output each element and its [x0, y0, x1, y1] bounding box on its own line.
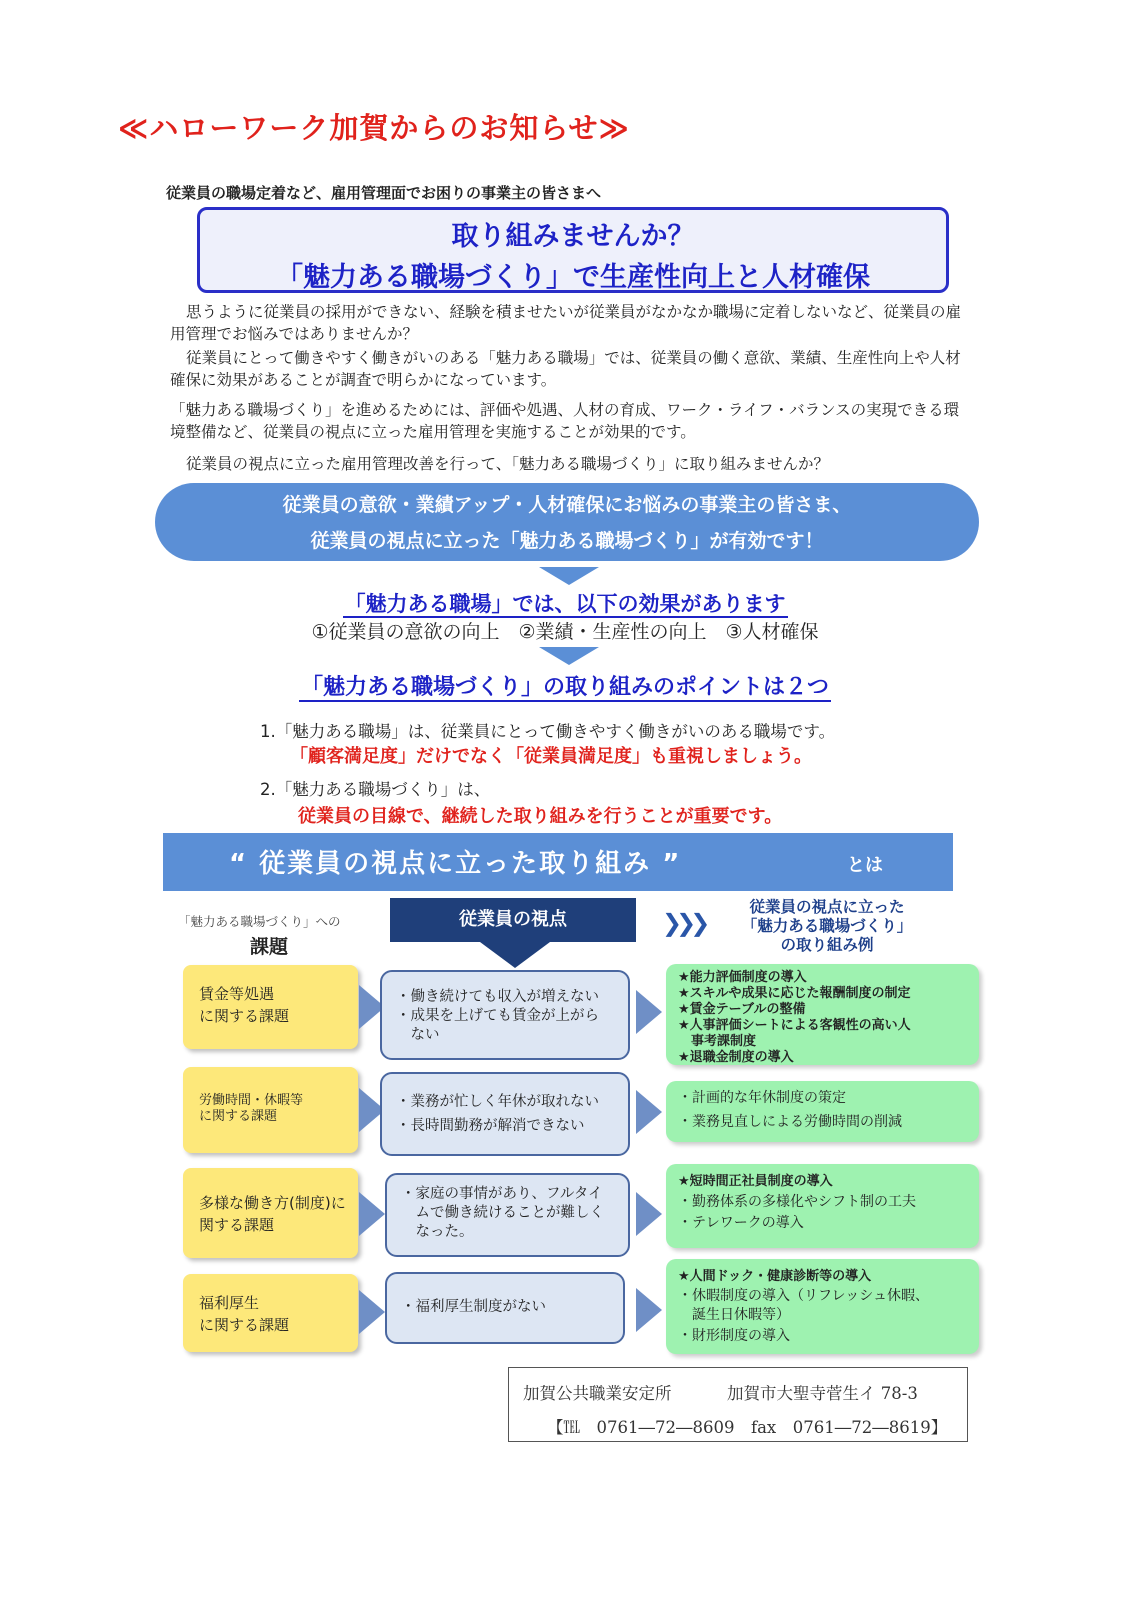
example-header-line-2: 「魅力ある職場づくり」	[741, 917, 913, 935]
viewpoint-header: 従業員の視点	[390, 898, 636, 942]
viewpoint-line: ・家庭の事情があり、フルタイ	[401, 1186, 603, 1202]
issue-column-label-small: 「魅力ある職場づくり」への	[178, 914, 341, 929]
headline-box	[197, 207, 949, 293]
intro-paragraph-1: 思うように従業員の採用ができない、経験を積ませたいが従業員がなかなか職場に定着しないなど、従業員の雇用管理でお悩みではありませんか？	[170, 303, 962, 343]
appeal-banner	[155, 483, 979, 561]
triple-chevron-icon: ❯❯❯	[662, 909, 705, 937]
example-line: 誕生日休暇等）	[678, 1307, 790, 1323]
point-2: 2.「魅力ある職場づくり」は、	[260, 780, 491, 799]
section-title: “ 従業員の視点に立った取り組み ”	[229, 849, 682, 879]
example-column-header	[722, 898, 932, 955]
down-arrow-2	[539, 647, 599, 665]
viewpoint-line: ムで働き続けることが難しく	[401, 1205, 604, 1221]
example-line: ★人事評価シートによる客観性の高い人	[678, 1018, 911, 1033]
issue-line: 福利厚生	[199, 1294, 260, 1312]
banner-line-2: 従業員の視点に立った「魅力ある職場づくり」が有効です！	[310, 530, 824, 552]
issue-line: 関する課題	[199, 1216, 275, 1234]
banner-line-1: 従業員の意欲・業績アップ・人材確保にお悩みの事業主の皆さま、	[282, 494, 852, 516]
arrow-right-icon	[359, 1290, 385, 1334]
example-box-working-hours	[666, 1081, 979, 1142]
viewpoint-box-work-styles	[385, 1173, 630, 1257]
issue-line: 労働時間・休暇等	[199, 1093, 304, 1108]
issue-box-welfare	[183, 1274, 358, 1352]
effects-heading-text: 「魅力ある職場」では、以下の効果があります	[344, 592, 786, 616]
issue-column-label: 課題	[250, 936, 289, 958]
example-box-wages	[666, 964, 979, 1065]
viewpoint-box-welfare	[385, 1272, 625, 1344]
office-contact-box	[508, 1367, 968, 1442]
section-title-suffix: とは	[847, 855, 883, 876]
intro-paragraph-4: 従業員の視点に立った雇用管理改善を行って、「魅力ある職場づくり」に取り組みませんか？	[186, 455, 829, 473]
issue-box-wages	[183, 965, 358, 1049]
example-line: ・休暇制度の導入（リフレッシュ休暇、	[678, 1288, 930, 1304]
viewpoint-line: ・成果を上げても賃金が上がら	[396, 1008, 599, 1024]
down-arrow-1	[539, 567, 599, 585]
example-line: ・テレワークの導入	[678, 1215, 804, 1231]
example-header-line-3: の取り組み例	[780, 936, 874, 954]
audience-line: 従業員の職場定着など、雇用管理面でお困りの事業主の皆さまへ	[166, 184, 602, 202]
office-name: 加賀公共職業安定所	[523, 1384, 672, 1403]
issue-line: に関する課題	[199, 1007, 290, 1025]
example-line: ★退職金制度の導入	[678, 1050, 794, 1065]
example-box-welfare	[666, 1259, 979, 1354]
arrow-right-icon	[359, 1192, 385, 1236]
points-heading-text: 「魅力ある職場づくり」の取り組みのポイントは２つ	[300, 675, 829, 700]
example-line: ・財形制度の導入	[678, 1328, 790, 1344]
viewpoint-line: ない	[396, 1027, 440, 1043]
point-2-emphasis: 従業員の目線で、継続した取り組みを行うことが重要です。	[298, 806, 783, 827]
arrow-right-icon	[636, 990, 662, 1034]
page-title: ≪ハローワーク加賀からのお知らせ≫	[118, 111, 630, 145]
issue-box-working-hours	[183, 1067, 358, 1153]
example-header-line-1: 従業員の視点に立った	[749, 898, 905, 916]
issue-line: 賃金等処遇	[199, 985, 275, 1003]
viewpoint-line: ・業務が忙しく年休が取れない	[396, 1094, 599, 1110]
headline-line-2: 「魅力ある職場づくり」で生産性向上と人材確保	[276, 262, 870, 293]
arrow-right-icon	[636, 1090, 662, 1134]
point-1: 1.「魅力ある職場」は、従業員にとって働きやすく働きがいのある職場です。	[260, 722, 836, 741]
effects-heading	[0, 588, 1130, 618]
issue-line: に関する課題	[199, 1109, 278, 1124]
effects-list: ①従業員の意欲の向上 ②業績・生産性の向上 ③人材確保	[311, 621, 819, 643]
example-line: ・計画的な年休制度の策定	[678, 1090, 846, 1106]
issue-box-work-styles	[183, 1168, 358, 1258]
example-box-work-styles	[666, 1164, 979, 1248]
viewpoint-arrow	[480, 942, 550, 968]
intro-paragraph-2: 従業員にとって働きやすく働きがいのある「魅力ある職場」では、従業員の働く意欲、業績、生産性向上や人材確保に効果があることが調査で明らかになっています。	[170, 349, 961, 389]
arrow-right-icon	[636, 1288, 662, 1332]
headline-line-1: 取り組みませんか？	[451, 221, 695, 252]
example-line: ★人間ドック・健康診断等の導入	[678, 1269, 872, 1284]
point-1-emphasis: 「顧客満足度」だけでなく「従業員満足度」も重視しましょう。	[290, 746, 812, 767]
example-line: ★能力評価制度の導入	[678, 970, 807, 985]
viewpoint-line: ・長時間勤務が解消できない	[396, 1118, 585, 1134]
intro-paragraph-3: 「魅力ある職場づくり」を進めるためには、評価や処遇、人材の育成、ワーク・ライフ・バランスの実現できる環境整備など、従業員の視点に立った雇用管理を実施することが効果的です。	[170, 401, 960, 441]
points-heading	[0, 670, 1130, 701]
example-line: ★短時間正社員制度の導入	[678, 1174, 833, 1189]
example-line: 事考課制度	[678, 1034, 757, 1049]
example-line: ・勤務体系の多様化やシフト制の工夫	[678, 1194, 916, 1210]
viewpoint-box-working-hours	[380, 1072, 630, 1156]
section-banner	[163, 833, 953, 891]
example-line: ★賃金テーブルの整備	[678, 1002, 806, 1017]
issue-line: 多様な働き方(制度)に	[199, 1194, 346, 1212]
example-line: ★スキルや成果に応じた報酬制度の制定	[678, 986, 911, 1001]
example-line: ・業務見直しによる労働時間の削減	[678, 1114, 902, 1130]
viewpoint-box-wages	[380, 970, 630, 1060]
office-address: 加賀市大聖寺菅生イ 78-3	[727, 1384, 918, 1403]
office-phone-fax: 【℡ 0761―72―8609 fax 0761―72―8619】	[547, 1418, 948, 1437]
viewpoint-line: ・福利厚生制度がない	[401, 1299, 546, 1315]
arrow-right-icon	[636, 1192, 662, 1236]
viewpoint-line: ・働き続けても収入が増えない	[396, 989, 599, 1005]
viewpoint-line: なった。	[401, 1224, 474, 1240]
issue-line: に関する課題	[199, 1316, 290, 1334]
